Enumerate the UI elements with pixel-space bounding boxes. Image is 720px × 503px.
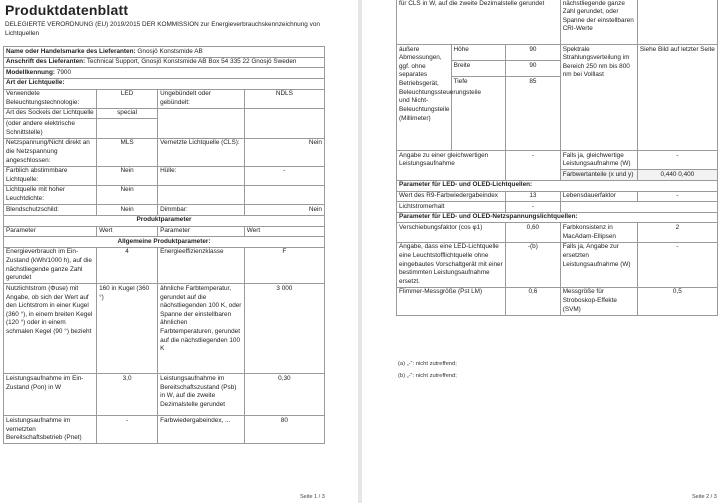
- table-row: [397, 223, 718, 242]
- row-value: [244, 185, 324, 204]
- table-row: [4, 166, 325, 185]
- row-value: LED: [97, 89, 158, 108]
- page-1: [0, 0, 358, 503]
- param-label: Farbwiedergabeindex, ...: [158, 416, 245, 444]
- pf-label: Verschiebungsfaktor (cos φ1): [397, 223, 506, 242]
- r9-label: Wert des R9-Farbwiedergabeindex: [397, 191, 506, 202]
- page-number: Seite 2 / 3: [692, 494, 717, 500]
- table-row: [4, 416, 325, 444]
- row-label: [158, 185, 245, 204]
- supplier-name-value: Gnosjö Konstsmide AB: [137, 47, 203, 55]
- row-value: NDLS: [244, 89, 324, 108]
- param-value: 80: [244, 416, 324, 444]
- table-row: [4, 374, 325, 416]
- flicker-value: 0,6: [506, 287, 561, 315]
- life-label: Lebensdauerfaktor: [560, 191, 637, 202]
- table-row: [4, 89, 325, 108]
- row-value: Nein: [97, 205, 158, 216]
- spectral-label: Spektrale Strahlungsverteilung im Bereich 250 nm bis 800 nm bei Volllast: [560, 45, 637, 151]
- led-params-header: Parameter für LED- und OLED-Lichtquellen:: [397, 180, 718, 191]
- param-label: Leistungsaufnahme im Ein-Zustand (Pon) in W: [4, 374, 97, 416]
- maint-label: Lichtstromerhalt: [397, 202, 506, 213]
- regulation-subtitle: DELEGIERTE VERORDNUNG (EU) 2019/2015 DER KOMMISSION zur Energieverbrauchskennzeichnung von Lichtquellen: [5, 21, 320, 37]
- table-row: [4, 247, 325, 284]
- dim-value: 90: [506, 45, 561, 61]
- spectral-value: Siehe Bild auf letzter Seite: [637, 45, 717, 151]
- equiv-label: Angabe zu einer gleichwertigen Leistungsaufnahme: [397, 151, 506, 181]
- maint-value: -: [506, 202, 561, 213]
- general-params-header: Allgemeine Produktparameter:: [4, 237, 325, 248]
- light-source-type-label: Art der Lichtquelle:: [4, 78, 325, 89]
- row-value: MLS: [97, 138, 158, 166]
- replace-r-value: -: [637, 242, 717, 287]
- table-row: [397, 191, 718, 202]
- row-label: Netzspannung/Nicht direkt an die Netzspannung angeschlossen:: [4, 138, 97, 166]
- table-row: [397, 242, 718, 287]
- param-value: 3 000: [244, 284, 324, 374]
- table-row: [4, 108, 325, 119]
- equiv-value: -: [506, 151, 561, 181]
- table-row: [4, 284, 325, 374]
- cc-label: Farbkonsistenz in MacAdam-Ellipsen: [560, 223, 637, 242]
- row-label: Vernetzte Lichtquelle (CLS):: [158, 138, 245, 166]
- strobe-value: 0,5: [637, 287, 717, 315]
- supplier-table: [3, 46, 325, 444]
- row-value: Nein: [97, 166, 158, 185]
- page-2: [362, 0, 720, 503]
- table-row: [4, 185, 325, 204]
- row-value: [244, 108, 324, 138]
- replace-label: Angabe, dass eine LED-Lichtquelle eine Leuchtstofflichtquelle ohne eingebautes Vorschaltgerät mit einer bestimmten Leistungsaufnahme ersetzt.: [397, 242, 506, 287]
- chroma-label: Farbwertanteile (x und y): [560, 170, 637, 181]
- row-label: [158, 108, 245, 138]
- row-label: Dimmbar:: [158, 205, 245, 216]
- model-row: [4, 68, 325, 79]
- row-value: [97, 119, 158, 138]
- dim-name: Tiefe: [451, 77, 506, 151]
- address-row: [4, 57, 325, 68]
- footnote-b: (b) „-“: nicht zutreffend;: [398, 373, 457, 379]
- empty-cell: [560, 202, 717, 213]
- dim-value: 85: [506, 77, 561, 151]
- row-label: Hülle:: [158, 166, 245, 185]
- table-row: [397, 287, 718, 315]
- row-label: Verwendete Beleuchtungstechnologie:: [4, 89, 97, 108]
- model-label: Modellkennung:: [6, 68, 55, 76]
- page-title: Produktdatenblatt: [5, 2, 129, 18]
- product-params-header: Produktparameter: [4, 215, 325, 226]
- table-row: [397, 151, 718, 170]
- param-label: Energieverbrauch im Ein-Zustand (kWh/1000 h), auf die nächstliegende ganze Zahl gerundet: [4, 247, 97, 284]
- r9-value: 13: [506, 191, 561, 202]
- dimensions-label: äußere Abmessungen, ggf. ohne separates Betriebsgerät, Beleuchtungssteuerungsteile und Nicht-Beleuchtungsteile (Millimeter): [397, 45, 452, 151]
- chroma-value: 0,440 0,400: [637, 170, 717, 181]
- address-label: Anschrift des Lieferanten:: [6, 58, 86, 66]
- pf-value: 0,60: [506, 223, 561, 242]
- life-value: -: [637, 191, 717, 202]
- column-header-row: [4, 226, 325, 237]
- supplier-name-row: [4, 47, 325, 58]
- param-value: -: [97, 416, 158, 444]
- supplier-name-label: Name oder Handelsmarke des Lieferanten:: [6, 47, 136, 55]
- row-label: Lichtquelle mit hoher Leuchtdichte:: [4, 185, 97, 204]
- equiv-r-value: -: [637, 151, 717, 170]
- param-label: Leistungsaufnahme im Bereitschaftszustand (Psb) in W, auf die zweite Dezimalstelle gerundet: [158, 374, 245, 416]
- table-row: [397, 202, 718, 213]
- column-header: Parameter: [4, 226, 97, 237]
- param-value: F: [244, 247, 324, 284]
- empty-cell: [637, 0, 717, 45]
- row-label: Art des Sockels der Lichtquelle: [4, 108, 97, 119]
- row-value: Nein: [244, 205, 324, 216]
- dim-value: 90: [506, 61, 561, 77]
- model-value: 7900: [56, 68, 71, 76]
- cls-continued: für CLS in W, auf die zweite Dezimalstelle gerundet: [397, 0, 561, 45]
- footnote-a: (a) „-“: nicht zutreffend;: [398, 361, 457, 367]
- cri-continued: nächstliegende ganze Zahl gerundet, oder Spanne der einstellbaren CRI-Werte: [560, 0, 637, 45]
- row-label: (oder andere elektrische Schnittstelle): [4, 119, 97, 138]
- row-value: -: [244, 166, 324, 185]
- table-row: [4, 138, 325, 166]
- row-value: Nein: [244, 138, 324, 166]
- row-label: Farblich abstimmbare Lichtquelle:: [4, 166, 97, 185]
- param-label: ähnliche Farbtemperatur, gerundet auf die nächstliegenden 100 K, oder Spanne der einstellbaren ähnlichen Farbtemperaturen, gerundet auf die nächstliegenden 100 K: [158, 284, 245, 374]
- column-header: Parameter: [158, 226, 245, 237]
- page2-table: [396, 0, 718, 316]
- column-header: Wert: [244, 226, 324, 237]
- equiv-r-label: Falls ja, gleichwertige Leistungsaufnahme (W): [560, 151, 637, 170]
- dim-name: Breite: [451, 61, 506, 77]
- param-value: 4: [97, 247, 158, 284]
- row-value: special: [97, 108, 158, 119]
- param-value: 0,30: [244, 374, 324, 416]
- column-header: Wert: [97, 226, 158, 237]
- row-value: Nein: [97, 185, 158, 204]
- param-label: Leistungsaufnahme im vernetzten Bereitschaftsbetrieb (Pnet): [4, 416, 97, 444]
- dim-name: Höhe: [451, 45, 506, 61]
- param-label: Nutzlichtstrom (Φuse) mit Angabe, ob sich der Wert auf den Lichtstrom in einer Kugel (360 °), in einem breiten Kegel (120 °) oder in einem schmalen Kegel (90 °) bezieht: [4, 284, 97, 374]
- address-value: Technical Support, Gnosjö Konstsmide AB Box 54 335 22 Gnosjö Sweden: [86, 58, 297, 66]
- replace-r-label: Falls ja, Angabe zur ersetzten Leistungsaufnahme (W): [560, 242, 637, 287]
- mains-params-header: Parameter für LED- und OLED-Netzspannungslichtquellen:: [397, 212, 718, 223]
- param-value: 3,0: [97, 374, 158, 416]
- cc-value: 2: [637, 223, 717, 242]
- replace-value: -(b): [506, 242, 561, 287]
- param-value: 160 in Kugel (360 °): [97, 284, 158, 374]
- page-number: Seite 1 / 3: [300, 494, 325, 500]
- row-label: Blendschutzschild:: [4, 205, 97, 216]
- param-label: Energieeffizienzklasse: [158, 247, 245, 284]
- flicker-label: Flimmer-Messgröße (Pst LM): [397, 287, 506, 315]
- strobe-label: Messgröße für Stroboskop-Effekte (SVM): [560, 287, 637, 315]
- table-row: [4, 205, 325, 216]
- table-row: [397, 45, 718, 61]
- row-label: Ungebündelt oder gebündelt:: [158, 89, 245, 108]
